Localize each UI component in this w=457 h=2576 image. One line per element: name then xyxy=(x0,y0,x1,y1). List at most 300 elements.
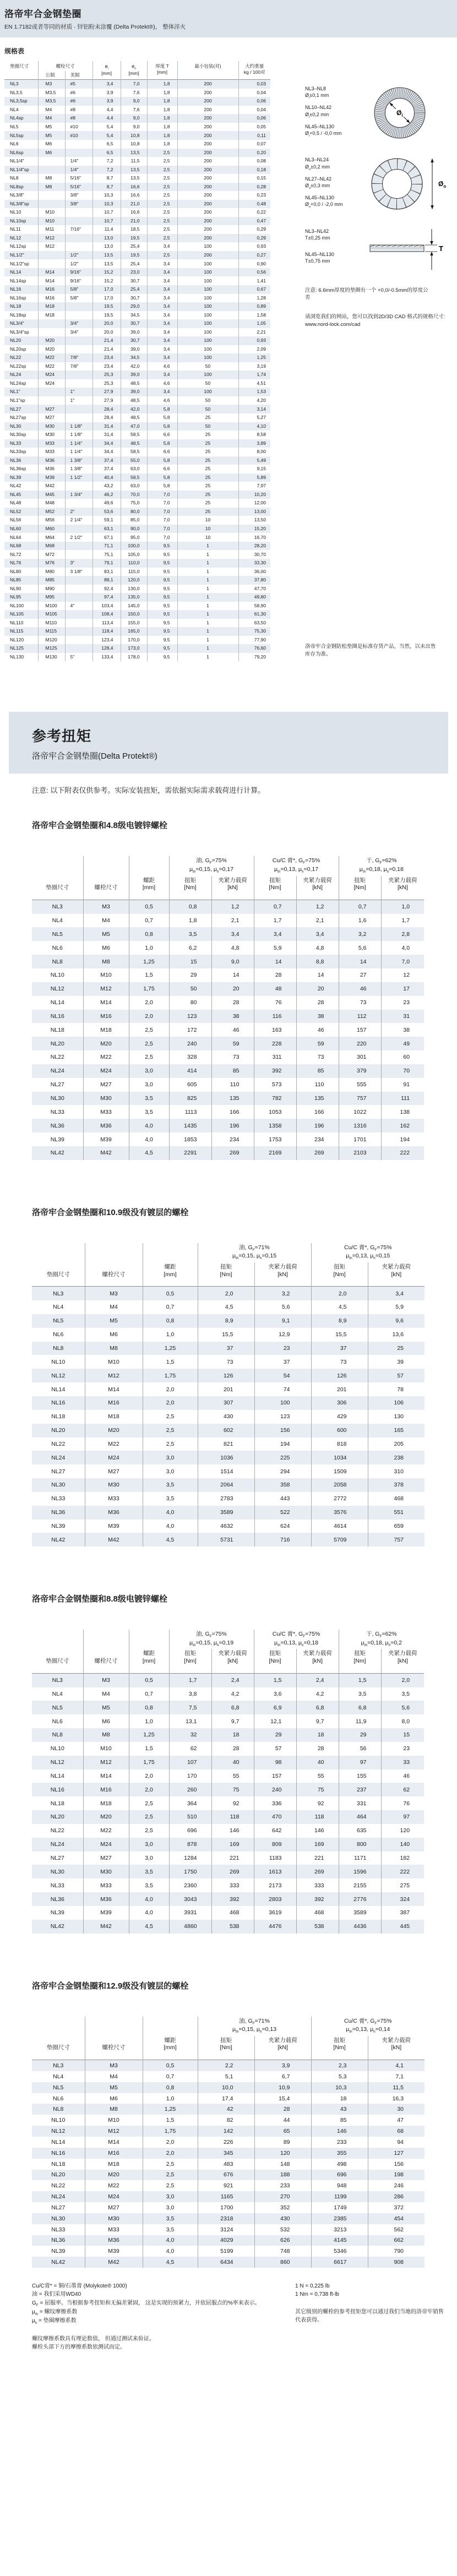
table-cell: 1853 xyxy=(169,1132,211,1146)
table-cell: 2,0 xyxy=(143,1382,198,1396)
table-row xyxy=(4,379,270,388)
table-cell xyxy=(65,585,93,593)
tolerance-item xyxy=(305,176,367,190)
table-cell: M42 xyxy=(83,1920,129,1934)
table-row xyxy=(32,1478,425,1492)
table-row xyxy=(4,593,270,602)
table-row xyxy=(4,131,270,140)
table-cell: 1 1/8" xyxy=(65,422,93,431)
thickness-tolerance-labels xyxy=(305,228,367,273)
table-cell: 46 xyxy=(211,1023,254,1037)
table-cell: 200 xyxy=(177,217,238,226)
table-cell: NL14sp xyxy=(10,277,26,284)
table-cell: 2318 xyxy=(198,2213,254,2224)
table-cell: 1,25 xyxy=(143,1342,198,1355)
table-cell: 790 xyxy=(368,2246,425,2257)
table-cell: #6 xyxy=(65,97,93,106)
table-cell: 0,22 xyxy=(238,208,270,217)
table-cell: 111 xyxy=(381,1092,424,1105)
table-cell: 106 xyxy=(368,1396,425,1410)
table-cell: 13,00 xyxy=(238,508,270,516)
table-cell: 555 xyxy=(339,1078,381,1092)
table-row xyxy=(32,1714,424,1728)
table-cell: NL36 xyxy=(10,457,21,463)
table-cell: M33 xyxy=(38,439,65,448)
table-cell: 7,0 xyxy=(121,80,147,89)
table-cell: 430 xyxy=(254,2213,311,2224)
table-cell: 1753 xyxy=(254,1132,296,1146)
table-cell: 23,0 xyxy=(121,268,147,277)
table-row xyxy=(4,362,270,371)
table-cell: M56 xyxy=(38,516,65,525)
table-row xyxy=(32,2104,425,2115)
group-cuc-paste: Cu/C 膏*, $G_F=75\%$ $\mu_{th}=0,13$, $\mu_h=0,14$ xyxy=(311,2017,425,2036)
table-cell: 240 xyxy=(254,1783,296,1796)
table-cell: 3,5 xyxy=(143,2213,198,2224)
table-cell: M18 xyxy=(85,1410,143,1424)
table-cell: 3/4" xyxy=(65,319,93,328)
table-cell: 1 xyxy=(177,644,238,653)
table-cell: NL16 xyxy=(10,286,21,292)
table-cell: 18 xyxy=(311,2093,368,2104)
table-cell: 0,47 xyxy=(238,217,270,226)
table-cell: 3,4 xyxy=(93,80,121,89)
footnote-line: $\mu_{th}$ = 螺纹摩擦系数 xyxy=(32,2308,78,2316)
table-cell: 1,2 xyxy=(296,900,339,913)
table-cell: NL5 xyxy=(53,2084,64,2091)
table-cell: 7/8" xyxy=(65,362,93,371)
spec-col-imperial: 美制 xyxy=(65,71,93,80)
col-pitch: 螺距 [mm] xyxy=(129,1630,169,1673)
table-cell: M18 xyxy=(83,1796,129,1810)
table-row xyxy=(4,149,270,157)
table-cell: M11 xyxy=(38,225,65,234)
tolerance-item xyxy=(305,228,367,241)
table-cell: 532 xyxy=(254,2224,311,2235)
table-cell: NL64 xyxy=(10,534,21,540)
table-cell: 34,4 xyxy=(93,439,121,448)
table-cell: NL12 xyxy=(51,1372,66,1379)
table-row xyxy=(4,251,270,260)
table-cell: M42 xyxy=(83,1146,129,1160)
table-cell: NL30sp xyxy=(10,432,26,438)
table-row xyxy=(32,2246,425,2257)
table-cell: 306 xyxy=(311,1396,368,1410)
table-cell: 379 xyxy=(339,1064,381,1078)
table-cell: 9,15 xyxy=(238,465,270,473)
table-row xyxy=(32,1892,424,1906)
table-cell: M30 xyxy=(38,431,65,439)
table-cell: NL20 xyxy=(50,1040,64,1047)
table-cell: 4,8 xyxy=(211,941,254,955)
table-row xyxy=(4,191,270,200)
table-cell: 10,7 xyxy=(93,208,121,217)
table-cell: 3,4 xyxy=(147,371,177,379)
table-cell: 170,0 xyxy=(121,636,147,645)
table-cell: NL18sp xyxy=(10,312,26,318)
table-cell: 3,5 xyxy=(129,1865,169,1878)
table-cell xyxy=(65,413,93,422)
torque-section-band xyxy=(9,712,448,774)
footnotes xyxy=(32,2282,448,2351)
table-cell: 12,9 xyxy=(254,1328,311,1342)
table-cell: 10,7 xyxy=(93,217,121,226)
table-cell: 34,4 xyxy=(93,448,121,456)
table-cell: 4,6 xyxy=(147,379,177,388)
table-cell: M20 xyxy=(85,1424,143,1437)
table-cell: NL10 xyxy=(51,1358,66,1365)
table-cell: 49,80 xyxy=(238,593,270,602)
table-cell: 1,5 xyxy=(143,1355,198,1369)
table-cell: M33 xyxy=(85,2224,143,2235)
table-cell: 200 xyxy=(177,225,238,234)
table-cell: NL120 xyxy=(10,636,24,642)
table-cell: NL24 xyxy=(50,1068,64,1075)
footnote-line: 1 Nm = 0,738 ft-lb xyxy=(295,2291,339,2298)
table-row xyxy=(4,491,270,499)
table-cell: 30,7 xyxy=(121,294,147,303)
table-cell: 4,0 xyxy=(143,2235,198,2246)
table-cell: M16 xyxy=(83,1783,129,1796)
table-row xyxy=(32,1064,424,1078)
table-cell: 108,4 xyxy=(93,610,121,619)
table-cell: 233 xyxy=(254,2180,311,2191)
table-cell: M16 xyxy=(83,1010,129,1023)
table-cell: NL45 xyxy=(10,491,21,497)
table-cell: 3,5 xyxy=(129,1878,169,1892)
table-cell: 58,90 xyxy=(238,602,270,611)
table-cell: 9,5 xyxy=(147,619,177,628)
table-cell: 29,0 xyxy=(121,302,147,311)
table-cell: 47,70 xyxy=(238,585,270,593)
table-cell: 1,6 xyxy=(339,914,381,928)
table-cell: 336 xyxy=(254,1796,296,1810)
table-cell: 98 xyxy=(254,1756,296,1769)
table-cell: 234 xyxy=(211,1132,254,1146)
table-cell: 1,75 xyxy=(143,2126,198,2137)
table-cell: 0,8 xyxy=(169,900,211,913)
table-row xyxy=(32,1342,425,1355)
table-cell: NL39 xyxy=(50,1136,64,1143)
table-cell: 5/8" xyxy=(65,285,93,294)
table-cell: 6,8 xyxy=(339,1701,381,1714)
table-cell: 5709 xyxy=(311,1533,368,1546)
table-cell: 468 xyxy=(296,1906,339,1920)
table-cell: M36 xyxy=(83,1119,129,1132)
table-cell: 1165 xyxy=(198,2191,254,2202)
table-cell: NL3 xyxy=(53,1290,64,1297)
table-cell xyxy=(65,379,93,388)
table-cell: 10 xyxy=(177,525,238,533)
table-row xyxy=(32,1533,425,1546)
table-cell: NL72 xyxy=(10,551,21,557)
table-cell xyxy=(65,550,93,559)
table-cell: 85,0 xyxy=(121,516,147,525)
table-cell: 21,4 xyxy=(93,345,121,354)
table-cell: 9,6 xyxy=(368,1314,425,1328)
table-cell: 1,8 xyxy=(169,914,211,928)
table-cell: M130 xyxy=(38,653,65,662)
table-cell: 3,4 xyxy=(147,259,177,268)
table-cell: 1,25 xyxy=(143,2104,198,2115)
table-cell: NL14 xyxy=(50,999,64,1006)
table-cell: M10 xyxy=(83,968,129,982)
table-row xyxy=(4,302,270,311)
table-cell: 16,3 xyxy=(368,2093,425,2104)
table-cell: 200 xyxy=(177,97,238,106)
table-row xyxy=(4,311,270,320)
table-cell: 9,5 xyxy=(147,610,177,619)
table-cell: M24 xyxy=(38,371,65,379)
col-torque: 扭矩 [Nm] xyxy=(339,876,381,900)
table-row xyxy=(4,371,270,379)
table-cell: 21,4 xyxy=(93,336,121,345)
table-cell: NL27 xyxy=(50,1855,64,1862)
spec-col-metric: 公制 xyxy=(38,71,65,80)
table-cell: 1,8 xyxy=(147,114,177,123)
table-row xyxy=(32,1796,424,1810)
tolerance-value: $Ø_o\pm 0,2$ mm xyxy=(305,164,330,171)
table-cell: 4,5 xyxy=(143,2257,198,2268)
table-cell: M6 xyxy=(83,941,129,955)
col-torque: 扭矩 [Nm] xyxy=(198,2036,254,2060)
table-row xyxy=(32,1410,425,1424)
table-cell: 5,4 xyxy=(93,131,121,140)
table-cell: 1" xyxy=(65,396,93,405)
spec-tolerances-panel xyxy=(280,61,457,661)
table-cell: 173,0 xyxy=(121,644,147,653)
table-cell: 4,5 xyxy=(143,1533,198,1546)
table-cell: 110 xyxy=(296,1078,339,1092)
tolerance-value: $Ø_o+0,0 / -2,0$ mm xyxy=(305,201,343,209)
table-cell: 145,0 xyxy=(121,602,147,611)
table-cell: 61,30 xyxy=(238,610,270,619)
table-cell: 307 xyxy=(198,1396,254,1410)
table-cell: 0,28 xyxy=(238,183,270,192)
table-cell: 13,6 xyxy=(368,1328,425,1342)
table-cell: 5,8 xyxy=(147,422,177,431)
table-cell: 100 xyxy=(177,319,238,328)
table-cell: NL56 xyxy=(10,517,21,523)
table-cell: M10 xyxy=(85,1355,143,1369)
table-cell: 75,30 xyxy=(238,627,270,636)
table-cell: 4,4 xyxy=(93,106,121,115)
table-cell: 130,0 xyxy=(121,585,147,593)
table-cell: NL39 xyxy=(50,1909,64,1916)
table-cell: 1316 xyxy=(339,1119,381,1132)
col-clamp-load: 夹紧力载荷 [kN] xyxy=(211,876,254,900)
table-cell xyxy=(38,200,65,209)
table-cell: 9,1 xyxy=(254,1314,311,1328)
table-cell: 1,5 xyxy=(339,1673,381,1687)
table-cell: M22 xyxy=(83,1824,129,1838)
table-cell: #5 xyxy=(65,80,93,89)
table-cell: 1613 xyxy=(254,1865,296,1878)
table-cell: M10 xyxy=(38,208,65,217)
table-cell: M39 xyxy=(85,1520,143,1533)
table-cell: 18,5 xyxy=(121,225,147,234)
table-cell: 387 xyxy=(381,1906,424,1920)
table-cell: M30 xyxy=(85,2213,143,2224)
table-cell: 169 xyxy=(296,1838,339,1851)
table-cell: NL3/4"sp xyxy=(10,329,29,335)
table-cell: 0,06 xyxy=(238,114,270,123)
col-clamp-load: 夹紧力载荷 [kN] xyxy=(211,1649,254,1673)
table-cell: M8 xyxy=(38,183,65,192)
table-cell: 2,2 xyxy=(198,2060,254,2071)
table-cell: 9,5 xyxy=(147,550,177,559)
col-bolt-size: 螺栓尺寸 xyxy=(85,1243,143,1287)
spec-col-weight: 大约重量 kg / 100对 xyxy=(238,61,270,80)
col-washer-size: 垫圈尺寸 xyxy=(46,1271,70,1278)
table-cell: 85 xyxy=(211,1064,254,1078)
table-row xyxy=(4,627,270,636)
table-cell: M16 xyxy=(38,294,65,303)
table-cell: 28 xyxy=(211,1742,254,1756)
table-cell: 16,70 xyxy=(238,533,270,542)
table-cell: 1,0 xyxy=(129,941,169,955)
table-cell: M14 xyxy=(85,1382,143,1396)
table-cell: NL22 xyxy=(10,355,21,361)
table-cell: 2,0 xyxy=(143,2137,198,2148)
table-cell: M5 xyxy=(38,131,65,140)
table-cell: 234 xyxy=(296,1132,339,1146)
table-row xyxy=(32,1119,424,1132)
table-cell: M12 xyxy=(83,1756,129,1769)
table-cell: 194 xyxy=(381,1132,424,1146)
outer-diameter-tolerance-block xyxy=(305,156,454,213)
table-cell: 676 xyxy=(198,2170,254,2181)
table-cell: NL1/4"sp xyxy=(10,166,29,172)
table-cell: 10 xyxy=(177,516,238,525)
table-row xyxy=(4,336,270,345)
table-row xyxy=(32,1451,425,1464)
table-cell: 10,9 xyxy=(254,2082,311,2093)
table-cell: 6,6 xyxy=(147,465,177,473)
table-row xyxy=(4,285,270,294)
table-cell: 16,6 xyxy=(121,183,147,192)
table-cell: 7,2 xyxy=(93,157,121,166)
table-cell: 169 xyxy=(211,1838,254,1851)
table-cell: NL85 xyxy=(10,577,21,583)
table-cell: 1358 xyxy=(254,1119,296,1132)
col-torque: 扭矩 [Nm] xyxy=(311,1262,368,1287)
table-cell: 118 xyxy=(296,1810,339,1824)
table-row xyxy=(32,1906,424,1920)
table-cell: 100 xyxy=(177,302,238,311)
table-cell: 3,4 xyxy=(254,927,296,941)
table-row xyxy=(32,1838,424,1851)
table-cell: NL5 xyxy=(52,1704,63,1711)
table-cell: NL18 xyxy=(50,1026,64,1033)
table-cell: 25 xyxy=(177,413,238,422)
table-cell: NL22 xyxy=(51,2182,66,2190)
table-cell: #10 xyxy=(65,131,93,140)
table-cell: M30 xyxy=(38,422,65,431)
table-row xyxy=(4,533,270,542)
table-cell: M6 xyxy=(38,140,65,149)
table-cell: 50 xyxy=(177,422,238,431)
table-cell: 1 xyxy=(177,636,238,645)
table-cell xyxy=(65,619,93,628)
table-cell: M39 xyxy=(83,1906,129,1920)
table-row xyxy=(32,1810,424,1824)
table-cell: 17,4 xyxy=(198,2093,254,2104)
table-cell: NL6 xyxy=(53,2095,64,2102)
table-cell: 48,5 xyxy=(121,413,147,422)
table-cell: 28 xyxy=(254,2104,311,2115)
tolerance-value: $Ø_i\pm 0,2$ mm xyxy=(305,111,329,119)
table-cell: 59,1 xyxy=(93,516,121,525)
table-cell: 37 xyxy=(311,1342,368,1355)
table-cell: M4 xyxy=(38,114,65,123)
table-cell: 3,5 xyxy=(143,1492,198,1506)
table-cell: 7,0 xyxy=(147,508,177,516)
table-cell: 155 xyxy=(339,1769,381,1783)
table-cell: NL1/2"sp xyxy=(10,260,29,266)
table-cell: 3,5 xyxy=(339,1687,381,1701)
table-cell: 4476 xyxy=(254,1920,296,1934)
table-cell: NL36 xyxy=(50,1896,64,1903)
washer-thickness-diagram xyxy=(367,228,454,271)
table-cell: 39,0 xyxy=(121,328,147,337)
table-cell: 2,0 xyxy=(381,1673,424,1687)
table-cell: 1 3/8" xyxy=(65,465,93,473)
table-cell: M4 xyxy=(38,106,65,115)
table-cell: 5,8 xyxy=(147,456,177,465)
table-cell: 483 xyxy=(198,2159,254,2170)
table-cell: 201 xyxy=(198,1382,254,1396)
table-cell: 92 xyxy=(211,1796,254,1810)
table-cell: 1,8 xyxy=(147,106,177,115)
table-cell: M33 xyxy=(38,448,65,456)
table-cell: 63,0 xyxy=(121,465,147,473)
table-cell: 0,06 xyxy=(238,97,270,106)
table-cell: 127 xyxy=(368,2148,425,2159)
table-cell xyxy=(65,405,93,413)
table-cell: 39,0 xyxy=(121,345,147,354)
table-cell: 92 xyxy=(296,1796,339,1810)
table-cell: 10 xyxy=(177,533,238,542)
table-row xyxy=(4,499,270,508)
table-cell: 1701 xyxy=(339,1132,381,1146)
col-torque: 扭矩 [Nm] xyxy=(254,1649,296,1673)
table-row xyxy=(4,508,270,516)
torque-table-header xyxy=(32,1630,424,1673)
table-cell: M36 xyxy=(38,465,65,473)
table-cell: 345 xyxy=(198,2148,254,2159)
table-cell: 2,5 xyxy=(129,1810,169,1824)
table-cell: M16 xyxy=(85,2148,143,2159)
table-cell: M14 xyxy=(83,1769,129,1783)
table-cell: 1749 xyxy=(311,2202,368,2213)
table-cell: 23 xyxy=(254,1342,311,1355)
table-cell: NL16 xyxy=(51,1399,66,1407)
tolerance-range: NL45–NL130 xyxy=(305,123,335,129)
table-cell: 3,4 xyxy=(147,302,177,311)
table-row xyxy=(32,2115,425,2126)
table-cell: 269 xyxy=(296,1865,339,1878)
col-torque: 扭矩 [Nm] xyxy=(311,2036,368,2060)
table-cell: 9,0 xyxy=(121,123,147,132)
table-cell: 46 xyxy=(381,1769,424,1783)
table-cell: 222 xyxy=(381,1865,424,1878)
table-cell: 286 xyxy=(368,2191,425,2202)
torque-subheading: 洛帝牢合金钢垫圈(Delta Protekt®) xyxy=(32,751,157,761)
col-bolt-size: 螺栓尺寸 xyxy=(83,1630,129,1673)
table-cell: M33 xyxy=(83,1878,129,1892)
table-cell: NL27sp xyxy=(10,415,26,421)
